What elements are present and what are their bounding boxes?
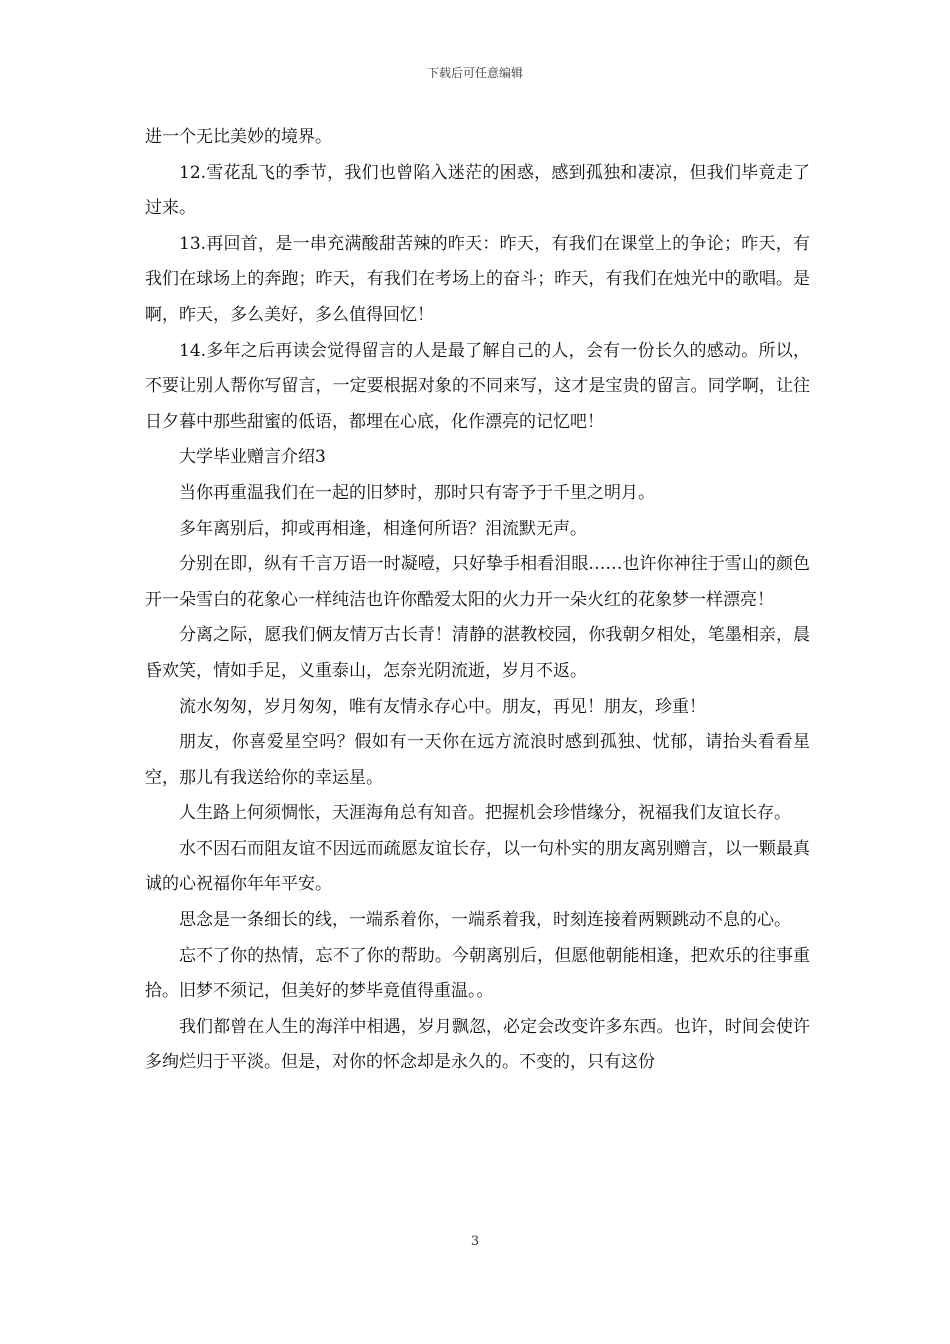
- paragraph: 14.多年之后再读会觉得留言的人是最了解自己的人，会有一份长久的感动。所以，不要让别人帮你写留言，一定要根据对象的不同来写，这才是宝贵的留言。同学啊，让往日夕暮中那些甜蜜的低语，都埋在心底，化作漂亮的记忆吧！: [145, 340, 810, 432]
- paragraph: 水不因石而阻友谊不因远而疏愿友谊长存，以一句朴实的朋友离别赠言，以一颗最真诚的心祝福你年年平安。: [145, 838, 810, 895]
- paragraph: 13.再回首，是一串充满酸甜苦辣的昨天：昨天，有我们在课堂上的争论；昨天，有我们在球场上的奔跑；昨天，有我们在考场上的奋斗；昨天，有我们在烛光中的歌唱。是啊，昨天，多么美好，多么值得回忆！: [145, 233, 810, 325]
- paragraph: 分别在即，纵有千言万语一时凝噎，只好挚手相看泪眼……也许你神往于雪山的颜色开一朵雪白的花象心一样纯洁也许你酷爱太阳的火力开一朵火红的花象梦一样漂亮！: [145, 554, 810, 610]
- paragraph: 分离之际，愿我们俩友情万古长青！清静的湛教校园，你我朝夕相处，笔墨相亲，晨昏欢笑，情如手足，义重泰山，怎奈光阴流逝，岁月不返。: [145, 625, 810, 681]
- paragraph: 当你再重温我们在一起的旧梦时，那时只有寄予于千里之明月。: [179, 482, 655, 503]
- page-header: 下载后可任意编辑: [426, 66, 523, 80]
- paragraph: 人生路上何须惆怅，天涯海角总有知音。把握机会珍惜缘分，祝福我们友谊长存。: [179, 803, 791, 824]
- section-heading: 大学毕业赠言介绍3: [179, 447, 326, 468]
- paragraph: 多年离别后，抑或再相逢，相逢何所语？泪流默无声。: [179, 518, 587, 539]
- paragraph: 我们都曾在人生的海洋中相遇，岁月飘忽，必定会改变许多东西。也许，时间会使许多绚烂归于平淡。但是，对你的怀念却是永久的。不变的，只有这份: [145, 1016, 810, 1073]
- paragraph: 流水匆匆，岁月匆匆，唯有友情永存心中。朋友，再见！朋友，珍重！: [179, 696, 706, 717]
- paragraph: 朋友，你喜爱星空吗？假如有一天你在远方流浪时感到孤独、忧郁，请抬头看看星空，那儿有我送给你的幸运星。: [145, 732, 810, 788]
- paragraph: 忘不了你的热情，忘不了你的帮助。今朝离别后，但愿他朝能相逢，把欢乐的往事重拾。旧梦不须记，但美好的梦毕竟值得重温。。: [145, 945, 810, 1002]
- paragraph: 12.雪花乱飞的季节，我们也曾陷入迷茫的困惑，感到孤独和凄凉，但我们毕竟走了过来。: [145, 162, 810, 219]
- paragraph: 进一个无比美妙的境界。: [145, 127, 332, 147]
- document-body: [145, 120, 810, 1081]
- page-number: 3: [470, 1234, 480, 1249]
- paragraph: 思念是一条细长的线，一端系着你，一端系着我，时刻连接着两颗跳动不息的心。: [179, 910, 791, 931]
